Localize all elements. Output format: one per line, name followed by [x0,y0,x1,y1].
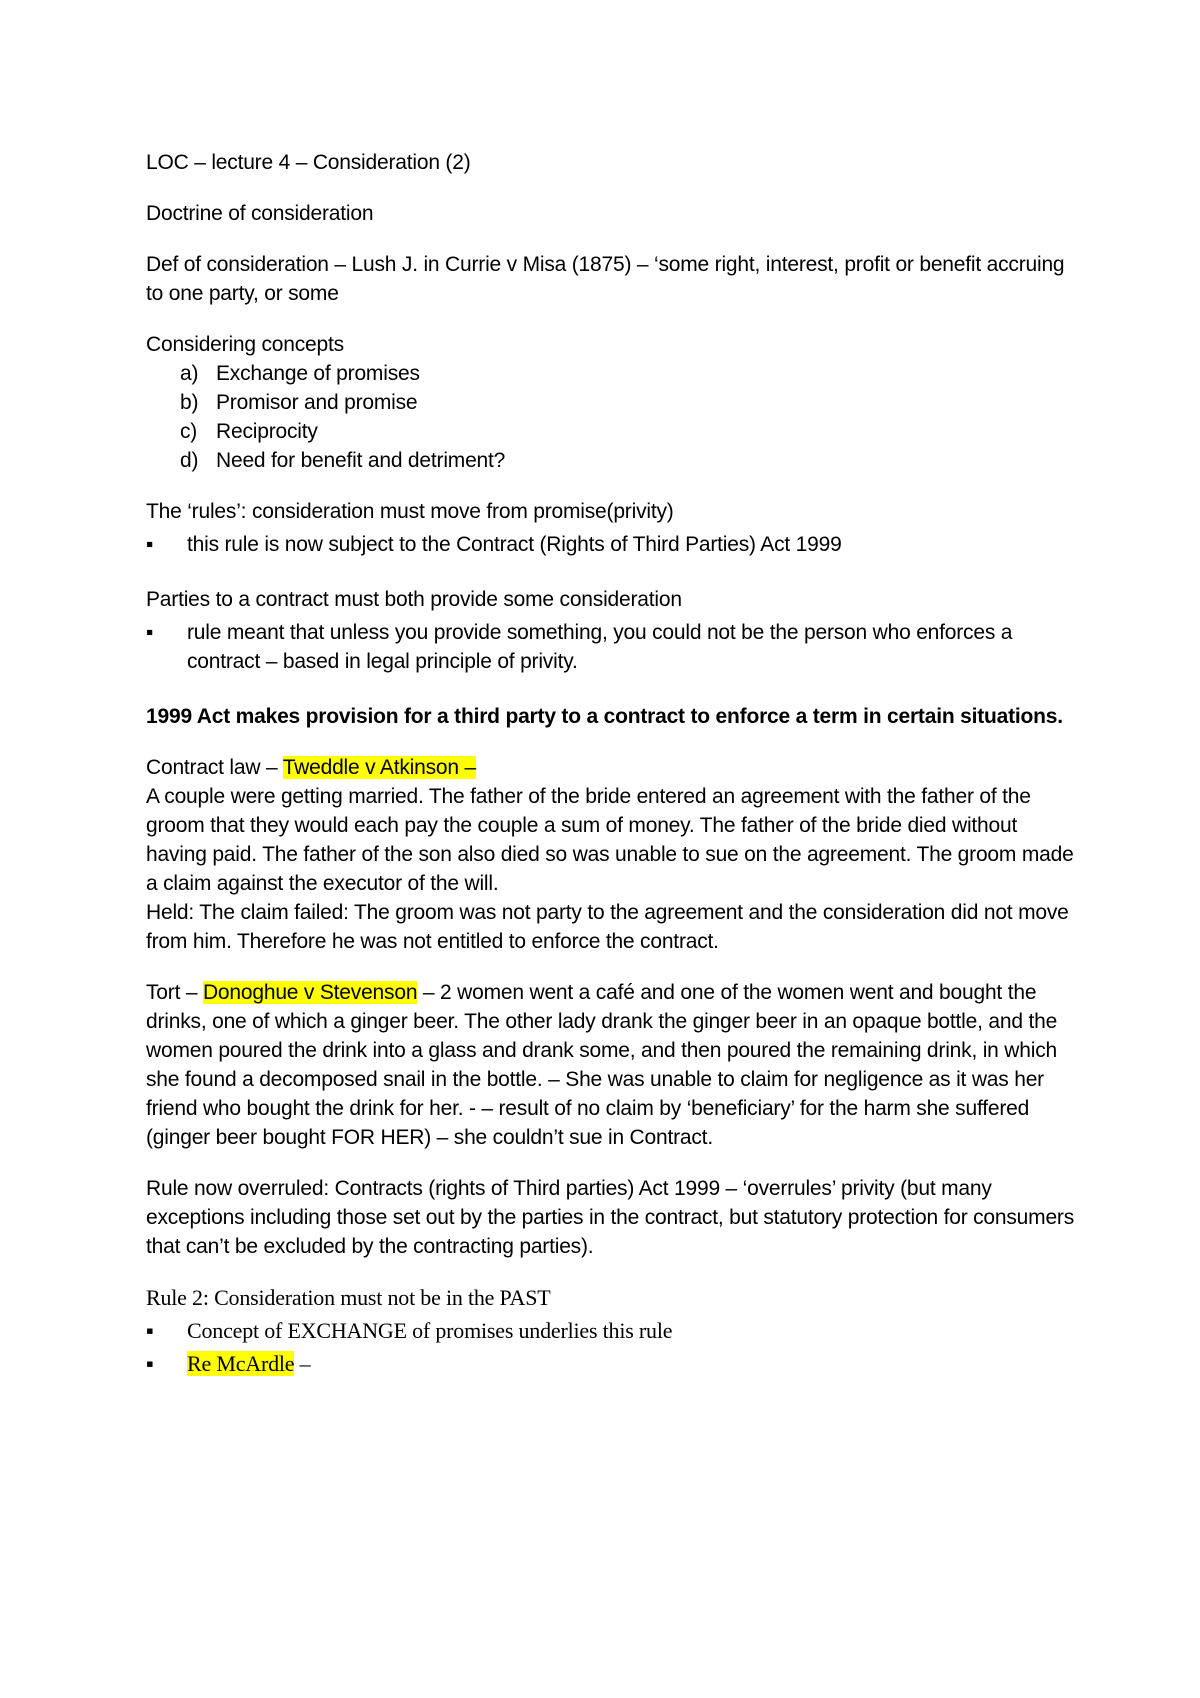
list-item [180,446,1076,475]
list-item [146,618,1076,676]
tweddle-heading [146,753,1076,782]
list-item-text: Exchange of promises [216,362,420,385]
list-item [146,1349,1076,1378]
parties-bullets [146,618,1076,676]
list-item [180,388,1076,417]
list-item [146,530,1076,559]
donoghue-paragraph [146,978,1076,1152]
tweddle-held: Held: The claim failed: The groom was not party to the agreement and the consideration did not move from him. Therefore he was not entitled to enforce the contract. [146,901,1069,953]
definition-paragraph: Def of consideration – Lush J. in Currie v Misa (1875) – ‘some right, interest, profit or benefit accruing to one party, or some [146,253,1065,305]
list-item-text: Promisor and promise [216,391,418,414]
case-name-highlight: Donoghue v Stevenson [202,981,418,1004]
list-item [180,417,1076,446]
list-marker: d) [180,449,199,472]
bullet-icon: ▪ [146,1351,154,1376]
concepts-list [146,359,1076,475]
list-marker: c) [180,420,198,443]
list-marker: a) [180,362,199,385]
bullet-icon: ▪ [146,621,154,644]
list-item-text: this rule is now subject to the Contract (Rights of Third Parties) Act 1999 [187,533,842,556]
case-name-highlight: Re McArdle [187,1351,295,1376]
act-note: 1999 Act makes provision for a third party to a contract to enforce a term in certain situations. [146,705,1063,728]
rule2-bullets [146,1316,1076,1378]
concepts-heading: Considering concepts [146,333,344,356]
list-item-text: Need for benefit and detriment? [216,449,506,472]
section-heading: Doctrine of consideration [146,202,374,225]
list-item [146,1316,1076,1345]
case-name-highlight: Tweddle v Atkinson – [282,756,476,779]
rule2-heading: Rule 2: Consideration must not be in the PAST [146,1285,551,1310]
donoghue-prefix: Tort – [146,981,203,1004]
tweddle-facts: A couple were getting married. The father of the bride entered an agreement with the father of the groom that they would each pay the couple a sum of money. The father of the bride died without having paid. The father of the son also died so was unable to sue on the agreement. The groom made a claim against the executor of the will. [146,785,1074,895]
parties-heading: Parties to a contract must both provide some consideration [146,588,682,611]
list-item-text [187,1349,1076,1378]
rules-heading: The ‘rules’: consideration must move from promise(privity) [146,500,674,523]
list-item-text: Concept of EXCHANGE of promises underlies this rule [187,1318,673,1343]
list-item-text: Reciprocity [216,420,318,443]
document-title: LOC – lecture 4 – Consideration (2) [146,151,471,174]
overruled-paragraph: Rule now overruled: Contracts (rights of Third parties) Act 1999 – ‘overrules’ privity (but many exceptions including those set out by the parties in the contract, but statutory protection for consumers that can’t be excluded by the contracting parties). [146,1177,1075,1258]
donoghue-text: – 2 women went a café and one of the women went and bought the drinks, one of which a ginger beer. The other lady drank the ginger beer in an opaque bottle, and the women poured the drink into a glass and drank some, and then poured the remaining drink, in which she found a decomposed snail in the bottle. – She was unable to claim for negligence as it was her friend who bought the drink for her. - – result of no claim by ‘beneficiary’ for the harm she suffered (ginger beer bought FOR HER) – she couldn’t sue in Contract. [146,981,1058,1149]
list-marker: b) [180,391,199,414]
bullet-icon: ▪ [146,533,154,556]
bullet-icon: ▪ [146,1318,154,1343]
document-page [146,148,1076,1382]
list-item [180,359,1076,388]
bullet-suffix: – [294,1351,311,1376]
tweddle-prefix: Contract law – [146,756,283,779]
rules-bullets [146,530,1076,559]
list-item-text: rule meant that unless you provide something, you could not be the person who enforces a contract – based in legal principle of privity. [187,621,1013,673]
